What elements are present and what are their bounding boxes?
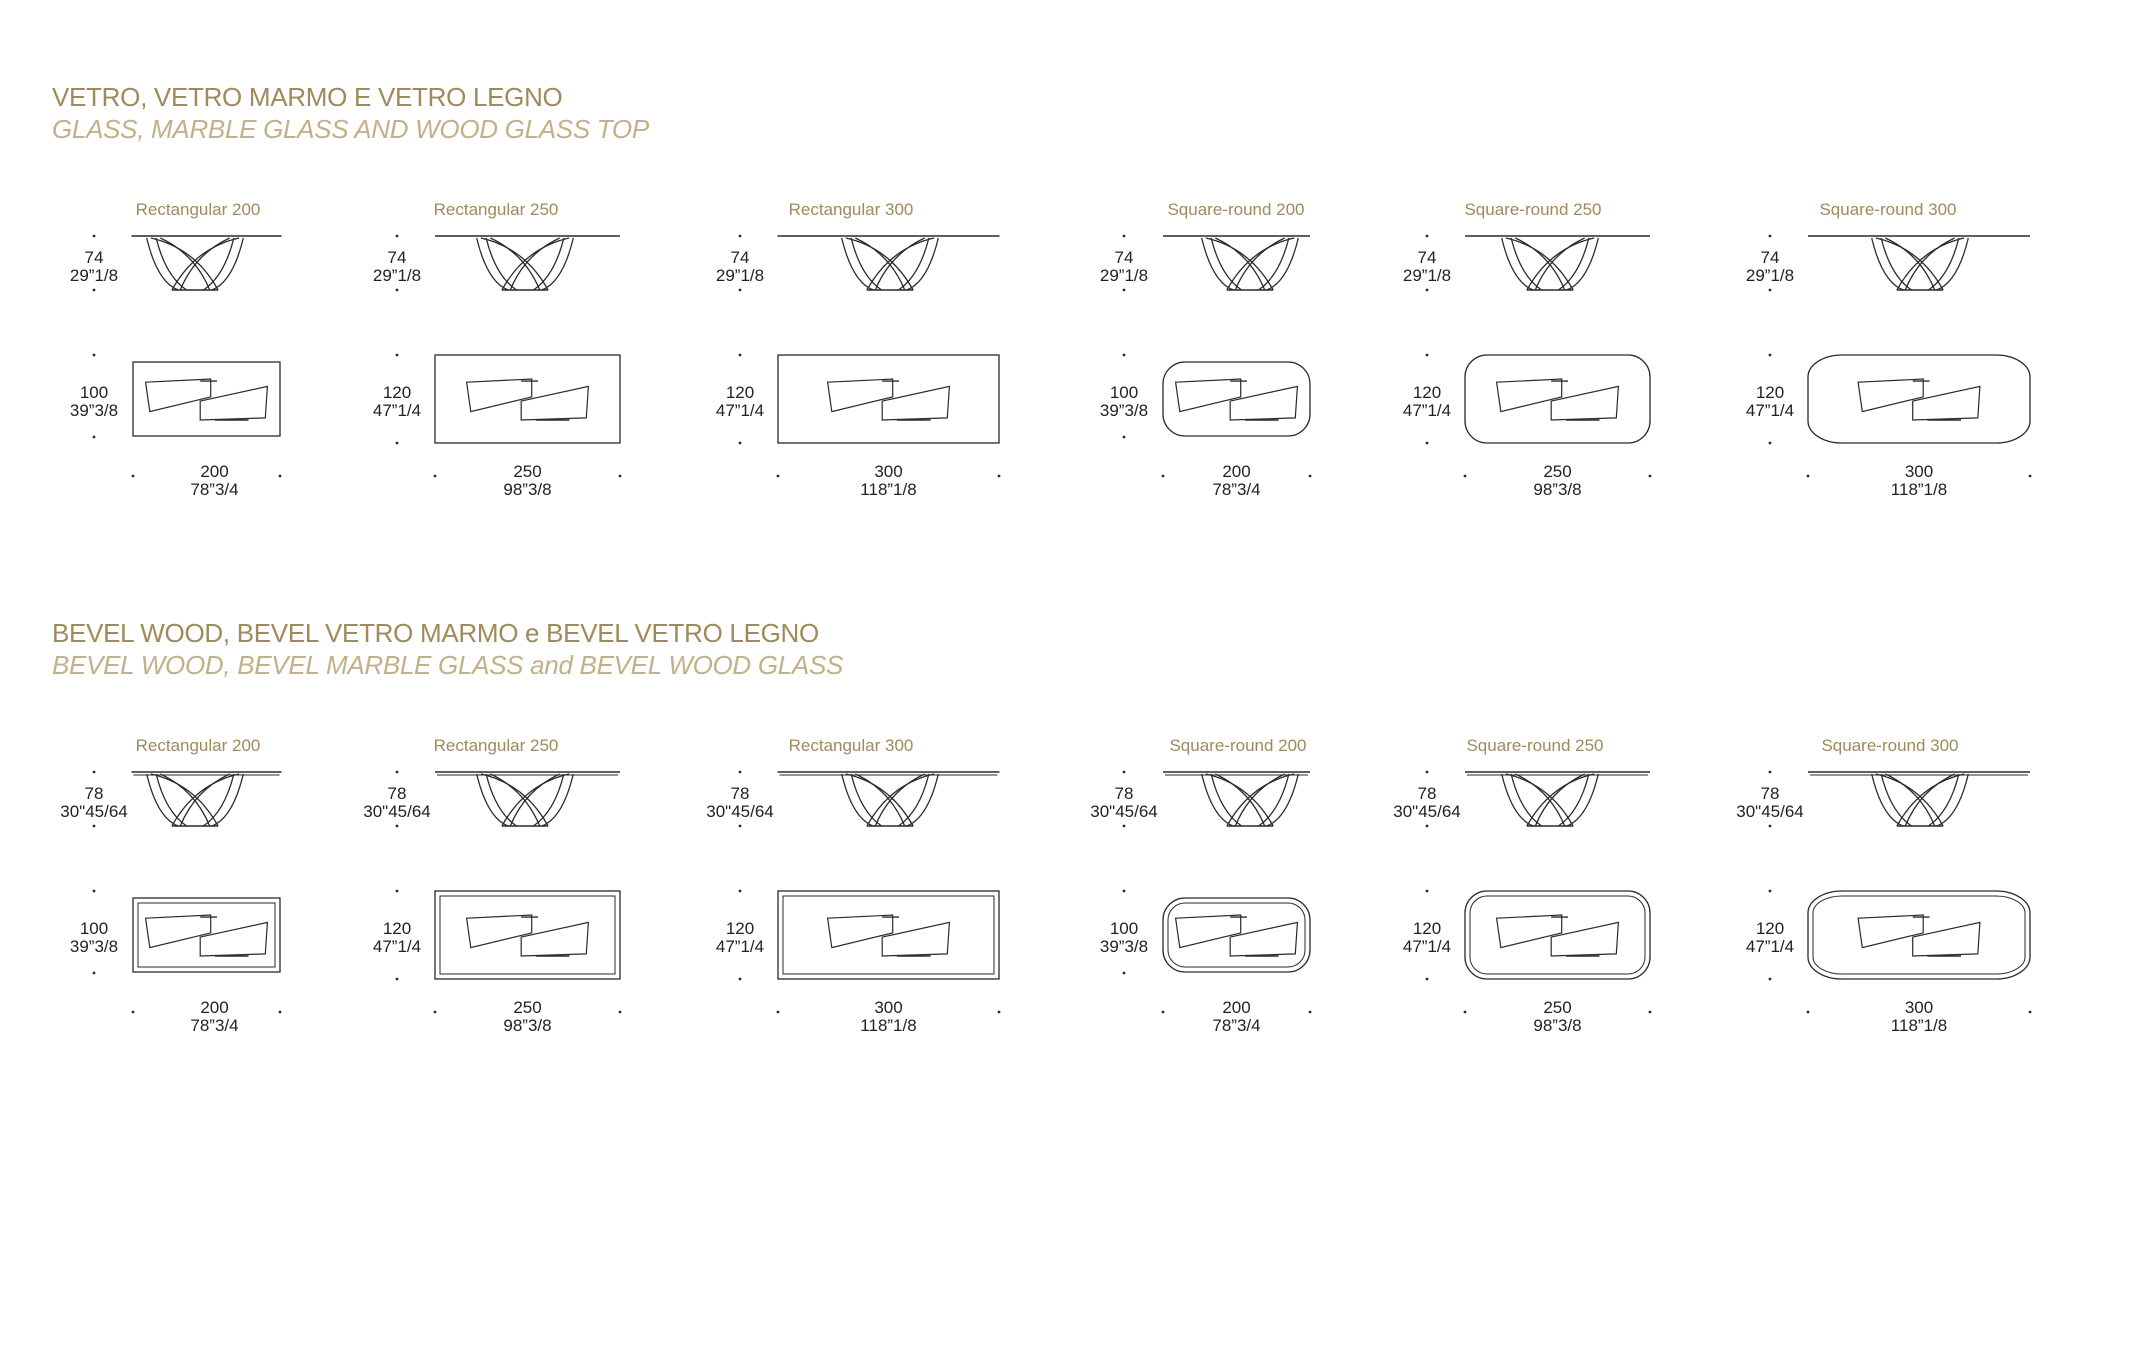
table-diagram-2-6 [1736, 736, 2030, 1035]
depth-inch: 47”1/4 [1745, 937, 1795, 956]
width-cm: 300 [1904, 462, 1934, 481]
tabletop-plan [1163, 898, 1310, 972]
tabletop-plan [435, 355, 620, 443]
base-plate [828, 379, 893, 412]
table-leg [1235, 774, 1284, 826]
table-leg [203, 238, 233, 290]
table-leg [875, 238, 924, 290]
dim-dot [93, 235, 96, 238]
table-leg [510, 238, 559, 290]
table-leg [1258, 774, 1288, 826]
width-cm: 300 [874, 998, 903, 1017]
height-inch: 30"45/64 [60, 802, 128, 821]
dim-dot [777, 475, 780, 478]
height-inch: 29”1/8 [715, 266, 765, 285]
table-diagram-2-3 [706, 736, 999, 1035]
dim-dot [1426, 978, 1429, 981]
height-inch: 30"45/64 [1393, 802, 1461, 821]
dim-dot [777, 1011, 780, 1014]
table-diagram-2-2 [363, 736, 620, 1035]
dim-dot [93, 771, 96, 774]
height-inch: 30"45/64 [1736, 802, 1804, 821]
table-leg [490, 238, 539, 290]
table-leg [180, 774, 229, 826]
tabletop-plan [778, 355, 999, 443]
dim-dot [396, 289, 399, 292]
tabletop-bevel-plan [1813, 896, 2025, 974]
variant-label: Rectangular 200 [135, 736, 261, 755]
dim-dot [396, 825, 399, 828]
width-inch: 78”3/4 [190, 1016, 239, 1035]
dim-dot [396, 354, 399, 357]
tabletop-bevel-plan [1168, 903, 1305, 967]
table-leg [203, 774, 233, 826]
width-cm: 250 [1543, 998, 1572, 1017]
table-leg [156, 238, 186, 290]
table-leg [510, 774, 559, 826]
dim-dot [1123, 289, 1126, 292]
dim-dot [279, 475, 282, 478]
depth-cm: 120 [1755, 383, 1785, 402]
base-plate [1858, 915, 1923, 948]
height-inch: 29”1/8 [372, 266, 422, 285]
table-leg [160, 238, 209, 290]
table-leg [875, 774, 924, 826]
depth-cm: 120 [725, 919, 755, 938]
table-leg [1905, 774, 1954, 826]
height-cm: 78 [1417, 784, 1437, 803]
dim-dot [619, 1011, 622, 1014]
table-leg [1211, 238, 1241, 290]
dim-dot [1807, 475, 1810, 478]
width-inch: 98”3/8 [1533, 480, 1582, 499]
width-inch: 78”3/4 [1212, 1016, 1261, 1035]
dim-dot [1426, 354, 1429, 357]
depth-cm: 100 [1109, 383, 1139, 402]
dim-dot [1162, 1011, 1165, 1014]
dim-dot [396, 978, 399, 981]
tabletop-plan [435, 891, 620, 979]
variant-label: Rectangular 300 [788, 736, 914, 755]
base-plate [1497, 379, 1562, 412]
table-leg [851, 774, 881, 826]
table-leg [1211, 774, 1241, 826]
depth-inch: 39”3/8 [1099, 401, 1149, 420]
depth-inch: 47”1/4 [1402, 401, 1452, 420]
height-cm: 74 [1417, 248, 1437, 267]
tabletop-plan [1465, 355, 1650, 443]
dim-dot [739, 354, 742, 357]
width-cm: 250 [1543, 462, 1572, 481]
table-leg [1258, 238, 1288, 290]
width-inch: 78”3/4 [1212, 480, 1261, 499]
dim-dot [93, 354, 96, 357]
dim-dot [1649, 1011, 1652, 1014]
table-leg [486, 774, 516, 826]
dim-dot [1123, 825, 1126, 828]
base-plate [1176, 915, 1241, 948]
height-cm: 78 [730, 784, 750, 803]
table-leg [1905, 238, 1954, 290]
height-cm: 78 [387, 784, 407, 803]
height-cm: 78 [84, 784, 104, 803]
dim-dot [739, 771, 742, 774]
base-plate [146, 915, 211, 948]
dim-dot [2029, 475, 2032, 478]
table-leg [898, 238, 928, 290]
table-leg [1215, 238, 1264, 290]
depth-cm: 120 [382, 383, 412, 402]
table-leg [1881, 238, 1911, 290]
table-leg [1215, 774, 1264, 826]
table-leg [855, 774, 904, 826]
depth-inch: 47”1/4 [1745, 401, 1795, 420]
dim-dot [619, 475, 622, 478]
table-leg [1515, 238, 1564, 290]
variant-label: Rectangular 300 [788, 200, 914, 219]
table-leg [156, 774, 186, 826]
dim-dot [396, 890, 399, 893]
tabletop-plan [133, 362, 280, 436]
dim-dot [1123, 972, 1126, 975]
depth-cm: 120 [1412, 919, 1442, 938]
base-plate [1497, 915, 1562, 948]
tabletop-bevel-plan [1470, 896, 1645, 974]
table-leg [533, 238, 563, 290]
table-diagram-1-4 [1100, 200, 1310, 499]
dim-dot [1123, 890, 1126, 893]
table-diagram-2-5 [1393, 736, 1650, 1035]
height-cm: 74 [730, 248, 750, 267]
table-leg [1235, 238, 1284, 290]
width-inch: 118”1/8 [1890, 1016, 1948, 1035]
dim-dot [1769, 289, 1772, 292]
table-diagram-1-2 [373, 200, 620, 499]
height-cm: 74 [84, 248, 104, 267]
width-cm: 250 [513, 462, 542, 481]
table-diagram-2-1 [60, 736, 281, 1035]
table-leg [1928, 238, 1958, 290]
table-leg [1885, 238, 1934, 290]
table-leg [1558, 238, 1588, 290]
variant-label: Square-round 250 [1466, 736, 1604, 755]
table-leg [180, 238, 229, 290]
table-leg [533, 774, 563, 826]
table-leg [160, 774, 209, 826]
base-plate [1858, 379, 1923, 412]
dim-dot [1769, 890, 1772, 893]
tabletop-plan [1808, 355, 2030, 443]
variant-label: Rectangular 250 [433, 736, 559, 755]
tabletop-plan [1808, 891, 2030, 979]
width-inch: 98”3/8 [1533, 1016, 1582, 1035]
dim-dot [1769, 442, 1772, 445]
table-leg [1535, 774, 1584, 826]
height-inch: 30"45/64 [1090, 802, 1158, 821]
height-cm: 74 [1114, 248, 1134, 267]
width-cm: 250 [513, 998, 542, 1017]
table-leg [1511, 238, 1541, 290]
variant-label: Rectangular 200 [135, 200, 261, 219]
height-cm: 78 [1760, 784, 1780, 803]
table-leg [898, 774, 928, 826]
table-leg [851, 238, 881, 290]
height-inch: 30"45/64 [363, 802, 431, 821]
tabletop-plan [1163, 362, 1310, 436]
base-plate [1176, 379, 1241, 412]
depth-cm: 120 [382, 919, 412, 938]
table-leg [855, 238, 904, 290]
dim-dot [1769, 978, 1772, 981]
dim-dot [739, 825, 742, 828]
table-diagram-1-5 [1403, 200, 1650, 499]
height-cm: 74 [387, 248, 407, 267]
depth-inch: 47”1/4 [1402, 937, 1452, 956]
depth-inch: 39”3/8 [69, 401, 119, 420]
section-2-title: BEVEL WOOD, BEVEL VETRO MARMO e BEVEL VETRO LEGNO [52, 618, 819, 648]
height-inch: 29”1/8 [1099, 266, 1149, 285]
dim-dot [1807, 1011, 1810, 1014]
dim-dot [1769, 354, 1772, 357]
dim-dot [1769, 825, 1772, 828]
variant-label: Square-round 300 [1821, 736, 1959, 755]
table-leg [1885, 774, 1934, 826]
dim-dot [132, 475, 135, 478]
dim-dot [739, 289, 742, 292]
width-cm: 200 [1222, 998, 1251, 1017]
dim-dot [998, 475, 1001, 478]
tabletop-plan [778, 891, 999, 979]
dim-dot [93, 289, 96, 292]
table-leg [1881, 774, 1911, 826]
width-cm: 200 [1222, 462, 1251, 481]
table-leg [486, 238, 516, 290]
tabletop-bevel-plan [440, 896, 615, 974]
dim-dot [1309, 475, 1312, 478]
dim-dot [396, 442, 399, 445]
variant-label: Square-round 200 [1167, 200, 1305, 219]
base-plate [146, 379, 211, 412]
depth-cm: 120 [1755, 919, 1785, 938]
dim-dot [1769, 235, 1772, 238]
dim-dot [1426, 771, 1429, 774]
width-inch: 118”1/8 [860, 1016, 917, 1035]
dim-dot [1309, 1011, 1312, 1014]
section-1-title: VETRO, VETRO MARMO E VETRO LEGNO [52, 82, 563, 112]
table-diagram-1-1 [70, 200, 282, 499]
width-cm: 200 [200, 998, 229, 1017]
dim-dot [2029, 1011, 2032, 1014]
width-inch: 118”1/8 [860, 480, 917, 499]
width-cm: 300 [874, 462, 903, 481]
dim-dot [739, 235, 742, 238]
height-cm: 74 [1760, 248, 1780, 267]
base-plate [467, 379, 532, 412]
variant-label: Square-round 200 [1169, 736, 1307, 755]
dim-dot [1426, 289, 1429, 292]
dim-dot [93, 972, 96, 975]
variant-label: Square-round 250 [1464, 200, 1602, 219]
width-inch: 98”3/8 [503, 480, 552, 499]
width-inch: 78”3/4 [190, 480, 239, 499]
depth-cm: 120 [725, 383, 755, 402]
depth-inch: 47”1/4 [715, 937, 765, 956]
dim-dot [434, 1011, 437, 1014]
depth-cm: 100 [79, 919, 109, 938]
dim-dot [1464, 475, 1467, 478]
depth-cm: 120 [1412, 383, 1442, 402]
dim-dot [1649, 475, 1652, 478]
table-leg [490, 774, 539, 826]
depth-inch: 39”3/8 [69, 937, 119, 956]
table-diagram-2-4 [1090, 736, 1310, 1035]
table-diagram-1-6 [1746, 200, 2030, 499]
dim-dot [396, 235, 399, 238]
dim-dot [1123, 436, 1126, 439]
dim-dot [1162, 475, 1165, 478]
table-leg [1511, 774, 1541, 826]
height-cm: 78 [1114, 784, 1134, 803]
section-1-subtitle: GLASS, MARBLE GLASS AND WOOD GLASS TOP [52, 114, 649, 144]
width-cm: 200 [200, 462, 229, 481]
table-leg [1558, 774, 1588, 826]
tabletop-plan [1465, 891, 1650, 979]
dim-dot [93, 825, 96, 828]
tabletop-plan [133, 898, 280, 972]
depth-cm: 100 [79, 383, 109, 402]
depth-inch: 47”1/4 [715, 401, 765, 420]
dim-dot [1464, 1011, 1467, 1014]
height-inch: 30"45/64 [706, 802, 774, 821]
width-cm: 300 [1904, 998, 1934, 1017]
dim-dot [132, 1011, 135, 1014]
depth-inch: 47”1/4 [372, 401, 422, 420]
dim-dot [434, 475, 437, 478]
section-2-subtitle: BEVEL WOOD, BEVEL MARBLE GLASS and BEVEL WOOD GLASS [52, 650, 844, 680]
height-inch: 29”1/8 [69, 266, 119, 285]
table-leg [1515, 774, 1564, 826]
dim-dot [93, 436, 96, 439]
dim-dot [1426, 442, 1429, 445]
dim-dot [279, 1011, 282, 1014]
dim-dot [1426, 890, 1429, 893]
base-plate [828, 915, 893, 948]
dim-dot [1426, 235, 1429, 238]
tabletop-bevel-plan [783, 896, 994, 974]
tabletop-bevel-plan [138, 903, 275, 967]
variant-label: Square-round 300 [1819, 200, 1957, 219]
height-inch: 29”1/8 [1402, 266, 1452, 285]
dim-dot [739, 978, 742, 981]
dim-dot [739, 890, 742, 893]
depth-inch: 39”3/8 [1099, 937, 1149, 956]
dim-dot [739, 442, 742, 445]
dim-dot [396, 771, 399, 774]
dim-dot [1123, 771, 1126, 774]
dim-dot [1426, 825, 1429, 828]
height-inch: 29”1/8 [1745, 266, 1795, 285]
depth-inch: 47”1/4 [372, 937, 422, 956]
depth-cm: 100 [1109, 919, 1139, 938]
dim-dot [1123, 235, 1126, 238]
dim-dot [93, 890, 96, 893]
table-leg [1928, 774, 1958, 826]
variant-label: Rectangular 250 [433, 200, 559, 219]
width-inch: 98”3/8 [503, 1016, 552, 1035]
dim-dot [998, 1011, 1001, 1014]
table-leg [1535, 238, 1584, 290]
base-plate [467, 915, 532, 948]
width-inch: 118”1/8 [1890, 480, 1948, 499]
dim-dot [1769, 771, 1772, 774]
dim-dot [1123, 354, 1126, 357]
table-diagram-1-3 [716, 200, 1000, 499]
